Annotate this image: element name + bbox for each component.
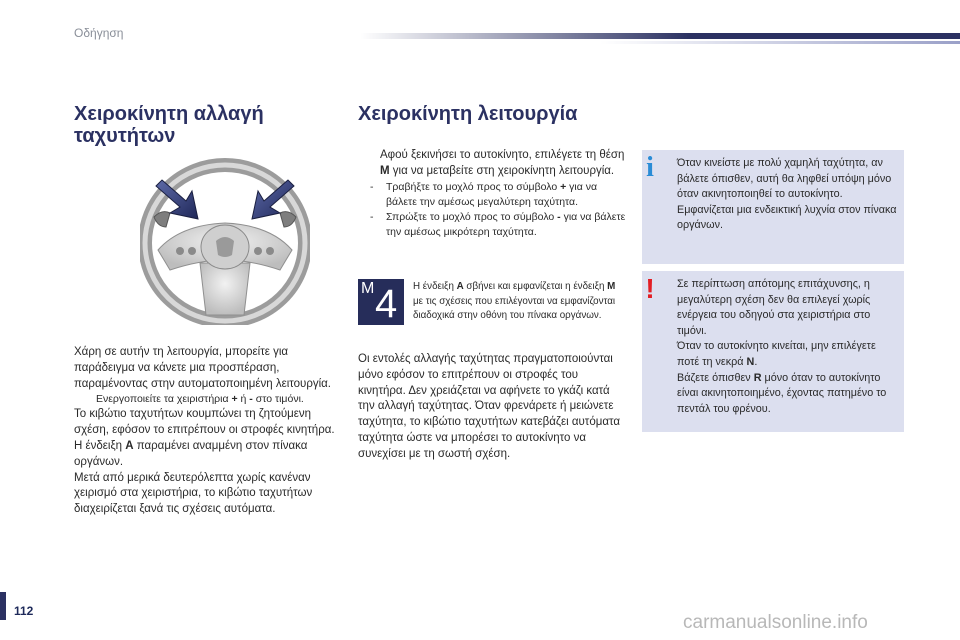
heading-line-1: Χειροκίνητη αλλαγή [74, 103, 264, 125]
header-bar [360, 33, 960, 39]
display-description: Η ένδειξη A σβήνει και εμφανίζεται η ένδειξη M με τις σχέσεις που επιλέγονται να εμφανίζονται διαδοχικά στην οθόνη του πίνακα οργάνων. [413, 281, 616, 321]
bullet-marker [74, 392, 96, 407]
warning-box [642, 271, 904, 432]
warning-icon: ! [645, 273, 655, 304]
heading-manual-mode: Χειροκίνητη λειτουργία [358, 103, 578, 125]
intro-paragraph: Χάρη σε αυτήν τη λειτουργία, μπορείτε για παράδειγμα να κάνετε μια προσπέραση, παραμένοντας στην αυτοματοποιημένη λειτουργία. [74, 346, 332, 390]
bullet-text: Ενεργοποιείτε τα χειριστήρια + ή - στο τιμόνι. [96, 393, 304, 406]
gear-display-icon [358, 279, 404, 325]
bullet-paddles [74, 392, 346, 407]
info-box [642, 150, 904, 264]
sub-step-downshift: - Σπρώξτε το μοχλό προς το σύμβολο - για να βάλετε την αμέσως μικρότερη ταχύτητα. [370, 210, 626, 238]
left-column-text [74, 345, 346, 518]
sub-step-upshift: - Τραβήξτε το μοχλό προς το σύμβολο + για να βάλετε την αμέσως μεγαλύτερη ταχύτητα. [370, 180, 598, 208]
footer-watermark: carmanualsonline.info [683, 612, 868, 633]
manual-mode-paragraph: Οι εντολές αλλαγής ταχύτητας πραγματοποιούνται μόνο εφόσον το επιτρέπουν οι στροφές του κινητήρα. Δεν χρειάζεται να αφήνετε το γκάζι κατά την αλλαγή ταχύτητας. Όταν φρενάρετε ή μειώνετε ταχύτητα, το κιβώτιο ταχυτήτων κατεβάζει αυτόματα ταχύτητα ώστε να μπορέσει το αυτοκίνητο να συνεχίσει με τη σωστή σχέση. [358, 353, 621, 460]
page-side-bar [0, 592, 6, 620]
display-mode-letter: M [361, 280, 375, 297]
section-title: Οδήγηση [74, 26, 124, 40]
steering-wheel-illustration [140, 155, 310, 325]
display-gear-number: 4 [375, 282, 398, 326]
page-number: 112 [14, 604, 34, 618]
header-bar-accent [600, 41, 960, 44]
bullet-marker [358, 148, 380, 180]
info-text: Όταν κινείστε με πολύ χαμηλή ταχύτητα, αν βάλετε όπισθεν, αυτή θα ληφθεί υπόψη μόνο όταν ακινητοποιηθεί το αυτοκίνητο. Εμφανίζεται μια ενδεικτική λυχνία στον πίνακα οργάνων. [677, 157, 897, 232]
paragraph-auto-return: Μετά από μερικά δευτερόλεπτα χωρίς κανέναν χειρισμό στα χειριστήρια, το κιβώτιο ταχυτήτων διαχειρίζεται ξανά τις σχέσεις αυτόματα. [74, 471, 313, 516]
warning-text: Σε περίπτωση απότομης επιτάχυνσης, η μεγαλύτερη σχέση δεν θα επιλεγεί χωρίς ενέργεια του οδηγού στα χειριστήρια στο τιμόνι. Όταν το αυτοκίνητο κινείται, μην επιλέγετε ποτέ τη νεκρά N. Βάζετε όπισθεν R μόνο όταν το αυτοκίνητο είναι ακινητοποιημένο, έχοντας πατημένο το πεντάλ του φρένου. [677, 278, 887, 415]
manual-mode-steps [358, 148, 626, 240]
step-select-m [358, 148, 626, 180]
info-icon: i [646, 152, 654, 183]
paragraph-gear-engages: Το κιβώτιο ταχυτήτων κουμπώνει τη ζητούμενη σχέση, εφόσον το επιτρέπουν οι στροφές κινητήρα. Η ένδειξη A παραμένει αναμμένη στον πίνακα οργάνων. [74, 408, 335, 468]
step-text: Αφού ξεκινήσει το αυτοκίνητο, επιλέγετε τη θέση M για να μεταβείτε στη χειροκίνητη λειτουργία. [380, 149, 625, 177]
heading-line-2: ταχυτήτων [74, 125, 176, 147]
heading-manual-gear-change [74, 103, 314, 147]
